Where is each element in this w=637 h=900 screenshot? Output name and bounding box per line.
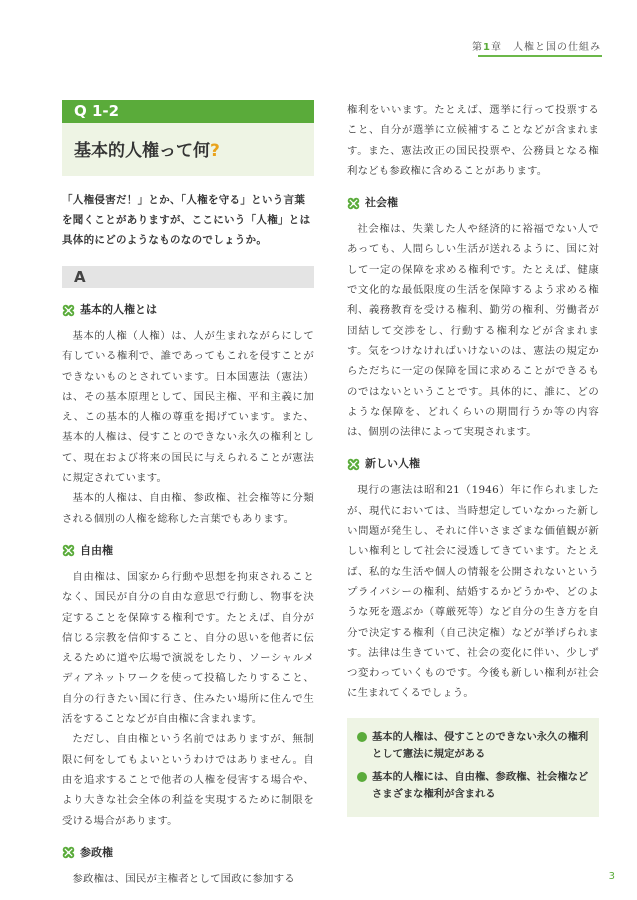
paragraph: 権利をいいます。たとえば、選挙に行って投票すること、自分が選挙に立候補することなどが含まれます。また、憲法改正の国民投票や、公務員となる権利なども参政権に含めることがあります。 [347, 104, 599, 177]
bullet-dot-icon [357, 772, 367, 782]
clover-icon [347, 197, 360, 210]
summary-box [347, 718, 599, 817]
question-text: 「人権侵害だ！」とか、「人権を守る」という言葉を聞くことがありますが、ここにいう「人権」とは具体的にどのようなものなのでしょうか。 [62, 194, 311, 246]
clover-icon [62, 544, 75, 557]
section-heading-sansei [62, 845, 314, 861]
summary-item [357, 729, 589, 763]
left-column [62, 100, 314, 889]
bullet-dot-icon [357, 732, 367, 742]
section-title: 新しい人権 [365, 457, 420, 471]
chapter-header [472, 38, 601, 53]
section-title: 社会権 [365, 196, 398, 210]
question-mark: ? [210, 141, 220, 161]
clover-icon [62, 304, 75, 317]
answer-label: A [62, 266, 314, 288]
question-box [62, 100, 314, 176]
paragraph: 社会権は、失業した人や経済的に裕福でない人であっても、人間らしい生活が送れるように、国に対して一定の保障を求める権利です。たとえば、健康で文化的な最低限度の生活を保障するよう求める権利、義務教育を受ける権利、勤労の権利、労働者が団結して交渉をし、行動する権利などが含まれます。気をつけなければいけないのは、憲法の規定からただちに一定の保障を国に求めることができるものではないということです。具体的に、誰に、どのような保障を、どれくらいの期間行うか等の内容は、個別の法律によって実現されます。 [347, 223, 599, 439]
paragraph: 参政権は、国民が主権者として国政に参加する [72, 872, 295, 885]
section-title: 参政権 [80, 845, 113, 859]
chapter-number: 1 [483, 42, 491, 53]
paragraph: ただし、自由権という名前ではありますが、無制限に何をしてもよいというわけではありません。自由を追求することで他者の人権を侵害する場合や、より大きな社会全体の利益を実現するために制限を受ける場合があります。 [62, 733, 314, 827]
summary-text: 基本的人権は、侵すことのできない永久の権利として憲法に規定がある [372, 730, 589, 760]
summary-text: 基本的人権には、自由権、参政権、社会権などさまざまな権利が含まれる [372, 770, 589, 800]
question-number: Q 1-2 [62, 100, 314, 123]
clover-icon [347, 458, 360, 471]
question-title-text: 基本的人権って何 [74, 141, 210, 161]
section-heading-atarashii [347, 456, 599, 472]
section-title: 基本的人権とは [80, 303, 157, 316]
section-heading-kihon [62, 302, 314, 318]
section-heading-jiyu [62, 543, 314, 559]
section-heading-shakai [347, 195, 599, 211]
right-column [347, 100, 599, 817]
summary-item [357, 769, 589, 803]
section-title: 自由権 [80, 543, 113, 557]
paragraph: 基本的人権は、自由権、参政権、社会権等に分類される個別の人権を総称した言葉でもあります。 [62, 492, 314, 525]
page-number: 3 [608, 871, 615, 882]
clover-icon [62, 846, 75, 859]
paragraph: 自由権は、国家から行動や思想を拘束されることなく、国民が自分の自由な意思で行動し、物事を決定することを保障する権利です。たとえば、自分が信じる宗教を信仰すること、自分の思いを他者に伝えるために道や広場で演説をしたり、ソーシャルメディアネットワークを使って投稿したりすること、自分の行きたい国に行き、住みたい場所に住んで生活をすることなどが自由権に含まれます。 [62, 570, 314, 726]
chapter-title: 人権と国の仕組み [513, 42, 601, 53]
chapter-prefix: 第 [472, 42, 484, 53]
paragraph: 現行の憲法は昭和21（1946）年に作られましたが、現代においては、当時想定していなかった新しい問題が発生し、それに伴いさまざまな価値観が新しい権利として社会に浸透してきています。たとえば、私的な生活や個人の情報を公開されないというプライバシーの権利、結婚するかどうかや、どのような死を選ぶか（尊厳死等）など自分の生き方を自分で決定する権利（自己決定権）などが挙げられます。法律は生きていて、社会の変化に伴い、少しずつ変わっていくものです。今後も新しい権利が社会に生まれてくるでしょう。 [347, 484, 599, 700]
question-title [62, 123, 314, 176]
paragraph: 基本的人権（人権）は、人が生まれながらにして有している権利で、誰であってもこれを侵すことができないものとされています。日本国憲法（憲法）は、その基本原理として、国民主権、平和主義に加え、この基本的人権の尊重を掲げています。また、基本的人権は、侵すことのできない永久の権利として、現在および将来の国民に与えられることが憲法に規定されています。 [62, 330, 314, 485]
chapter-suffix: 章 [491, 42, 502, 53]
header-rule [478, 55, 602, 57]
